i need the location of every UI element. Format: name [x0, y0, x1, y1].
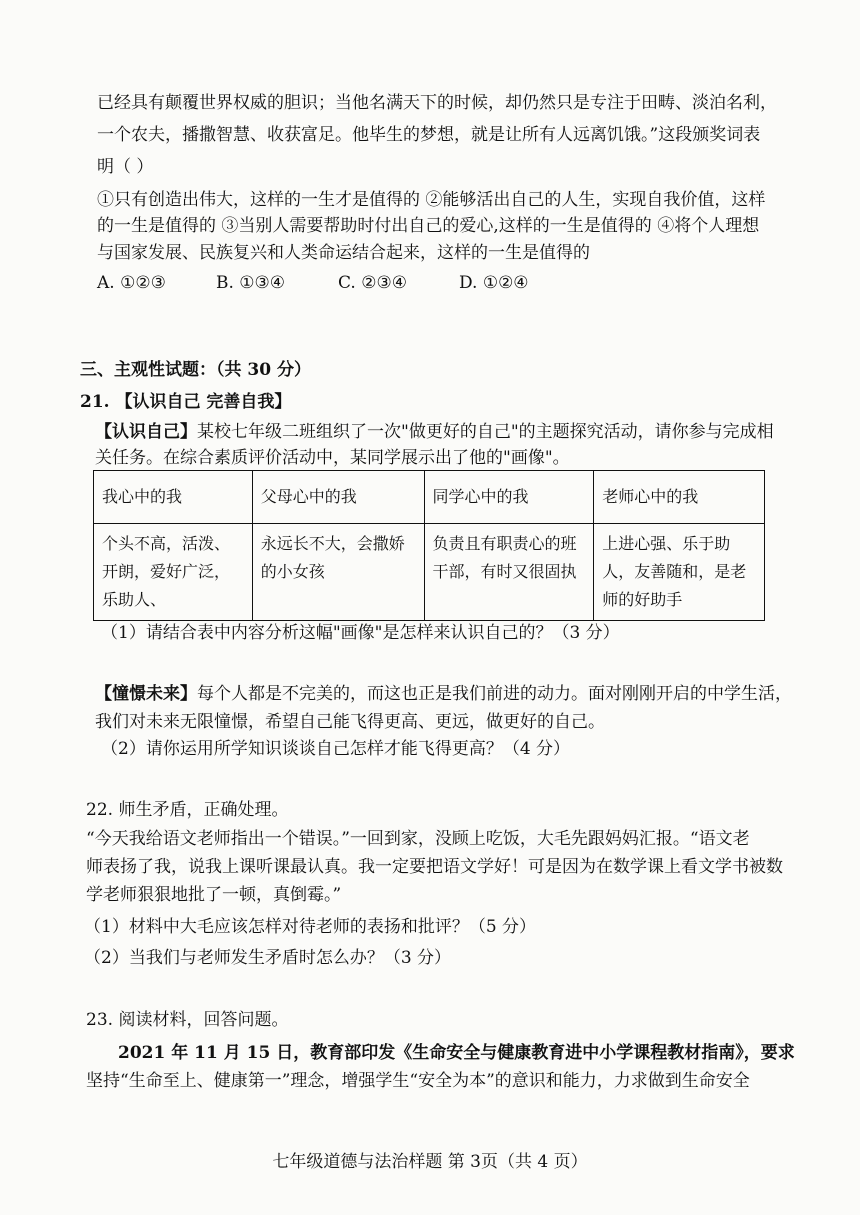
q20-option-b: B. ①③④	[216, 273, 286, 293]
table-cell: 永远长不大，会撒娇的小女孩	[252, 524, 424, 621]
q21-title: 21. 【认识自己 完善自我】	[80, 392, 292, 412]
q21-future-tag: 【憧憬未来】	[95, 684, 197, 704]
q20-statement-line-2: 的一生是值得的 ③当别人需要帮助时付出自己的爱心,这样的一生是值得的 ④将个人理想	[97, 216, 760, 236]
q23-material-line-1: 2021 年 11 月 15 日，教育部印发《生命安全与健康教育进中小学课程教材指南》，要求	[118, 1043, 795, 1063]
q21-subquestion-1: （1）请结合表中内容分析这幅"画像"是怎样来认识自己的？（3 分）	[101, 623, 620, 643]
table-cell: 个头不高，活泼、开朗，爱好广泛，乐助人、	[94, 524, 253, 621]
table-header-cell: 老师心中的我	[594, 471, 765, 524]
q22-material-line-2: 师表扬了我，说我上课听课最认真。我一定要把语文学好！可是因为在数学课上看文学书被数	[86, 857, 783, 877]
q21-future-text: 每个人都是不完美的，而这也正是我们前进的动力。面对刚刚开启的中学生活，	[197, 684, 792, 704]
q21-intro-line-1	[95, 424, 774, 441]
q21-subquestion-2: （2）请你运用所学知识谈谈自己怎样才能飞得更高？（4 分）	[101, 739, 571, 759]
q22-subquestion-1: （1）材料中大毛应该怎样对待老师的表扬和批评？（5 分）	[84, 917, 537, 937]
q22-material-line-3: 学老师狠狠地批了一顿，真倒霉。”	[86, 885, 342, 905]
self-image-table	[93, 470, 765, 621]
table-cell: 上进心强、乐于助人，友善随和，是老师的好助手	[594, 524, 765, 621]
q20-text-line-2: 一个农夫，播撒智慧、收获富足。他毕生的梦想，就是让所有人远离饥饿。”这段颁奖词表	[97, 125, 761, 145]
q21-future-line-1	[95, 686, 792, 703]
q20-text-line-3: 明（ ）	[97, 157, 154, 177]
q20-statement-line-1: ①只有创造出伟大，这样的一生才是值得的 ②能够活出自己的人生，实现自我价值，这样	[97, 190, 766, 210]
q20-statement-line-3: 与国家发展、民族复兴和人类命运结合起来，这样的一生是值得的	[97, 243, 590, 263]
q20-option-c: C. ②③④	[338, 273, 407, 293]
q20-option-d: D. ①②④	[459, 273, 529, 293]
table-header-cell: 我心中的我	[94, 471, 253, 524]
page-footer: 七年级道德与法治样题 第 3页（共 4 页）	[272, 1152, 588, 1172]
q21-intro-line-2: 关任务。在综合素质评价活动中，某同学展示出了他的"画像"。	[95, 448, 570, 468]
q23-material-line-2: 坚持“生命至上、健康第一”理念，增强学生“安全为本”的意识和能力，力求做到生命安全	[86, 1071, 750, 1091]
table-row	[94, 524, 765, 621]
q23-title: 23. 阅读材料，回答问题。	[86, 1010, 289, 1030]
q21-future-line-2: 我们对未来无限憧憬，希望自己能飞得更高、更远，做更好的自己。	[95, 712, 605, 732]
table-header-row	[94, 471, 765, 524]
q20-text-line-1: 已经具有颠覆世界权威的胆识；当他名满天下的时候，却仍然只是专注于田畴、淡泊名利，	[97, 93, 777, 113]
q21-intro-text: 某校七年级二班组织了一次"做更好的自己"的主题探究活动，请你参与完成相	[197, 422, 774, 442]
q22-material-line-1: “今天我给语文老师指出一个错误。”一回到家，没顾上吃饭，大毛先跟妈妈汇报。“语文老	[86, 829, 750, 849]
table-header-cell: 父母心中的我	[252, 471, 424, 524]
section-3-heading: 三、主观性试题：（共 30 分）	[80, 360, 311, 380]
q22-title: 22. 师生矛盾，正确处理。	[86, 800, 289, 820]
q22-subquestion-2: （2）当我们与老师发生矛盾时怎么办？（3 分）	[84, 948, 452, 968]
q21-intro-tag: 【认识自己】	[95, 422, 197, 442]
table-header-cell: 同学心中的我	[424, 471, 594, 524]
q20-option-a: A. ①②③	[97, 273, 166, 293]
table-cell: 负责且有职责心的班干部，有时又很固执	[424, 524, 594, 621]
